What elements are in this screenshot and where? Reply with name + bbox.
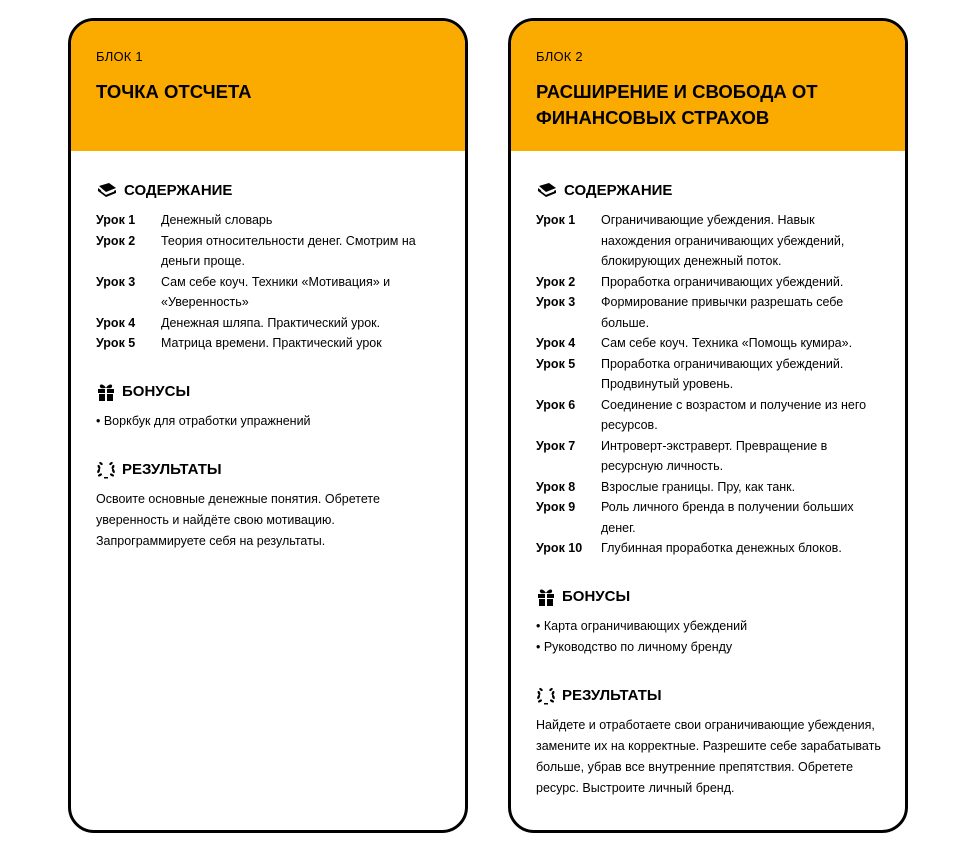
- lesson-title: Ограничивающие убеждения. Навык нахождения ограничивающих убеждений, блокирующих денежный поток.: [601, 213, 845, 268]
- lesson-item: [536, 497, 885, 538]
- lesson-item: [96, 333, 445, 354]
- bonus-section-heading: [96, 382, 445, 402]
- lesson-item: [536, 333, 885, 354]
- book-icon: [536, 182, 558, 200]
- lesson-number: Урок 2: [96, 233, 136, 248]
- gift-icon: [96, 382, 116, 402]
- bonus-section-heading: [536, 587, 885, 607]
- lesson-item: [536, 210, 885, 272]
- content-section-heading: [536, 181, 885, 201]
- bonus-item: • Карта ограничивающих убеждений: [536, 618, 748, 633]
- lesson-title: Матрица времени. Практический урок: [161, 336, 382, 350]
- lesson-title: Денежный словарь: [161, 213, 273, 227]
- bonus-heading-label: БОНУСЫ: [122, 382, 191, 400]
- lesson-number: Урок 3: [96, 274, 136, 289]
- lesson-list: [536, 210, 885, 559]
- book-icon: [96, 182, 118, 200]
- lesson-title: Взрослые границы. Пру, как танк.: [601, 479, 796, 494]
- lesson-item: [536, 538, 885, 559]
- lesson-item: [536, 436, 885, 477]
- lesson-title: Глубинная проработка денежных блоков.: [601, 541, 842, 555]
- block-title: РАСШИРЕНИЕ И СВОБОДА ОТ ФИНАНСОВЫХ СТРАХОВ: [536, 81, 818, 128]
- lesson-item: [96, 313, 445, 334]
- lesson-title: Формирование привычки разрешать себе больше.: [601, 295, 844, 330]
- block-label: БЛОК 2: [536, 49, 583, 64]
- results-section-heading: [96, 460, 445, 480]
- laurel-wreath-icon: [536, 686, 556, 706]
- bonus-list: [536, 616, 885, 658]
- lesson-title: Соединение с возрастом и получение из него ресурсов.: [601, 397, 867, 432]
- lesson-list: [96, 210, 445, 354]
- block-card-2: [508, 18, 908, 833]
- lesson-number: Урок 4: [536, 336, 576, 350]
- lesson-title: Теория относительности денег. Смотрим на деньги проще.: [161, 233, 416, 268]
- lesson-number: Урок 9: [536, 500, 576, 514]
- block-card-1: [68, 18, 468, 833]
- block-card-body: [511, 151, 905, 799]
- lesson-number: Урок 1: [536, 213, 576, 227]
- bonus-item: • Руководство по личному бренду: [536, 639, 733, 654]
- lesson-item: [536, 477, 885, 498]
- lesson-title: Сам себе коуч. Техника «Помощь кумира».: [601, 336, 853, 350]
- lesson-title: Денежная шляпа. Практический урок.: [161, 315, 381, 330]
- bonus-item: • Воркбук для отработки упражнений: [96, 413, 311, 428]
- lesson-number: Урок 2: [536, 274, 576, 289]
- block-card-header: [71, 21, 465, 151]
- lesson-item: [536, 272, 885, 293]
- lesson-number: Урок 1: [96, 213, 136, 227]
- lesson-number: Урок 10: [536, 541, 583, 555]
- lesson-title: Роль личного бренда в получении больших денег.: [601, 500, 854, 535]
- lesson-item: [536, 354, 885, 395]
- lesson-title: Проработка ограничивающих убеждений. Продвинутый уровень.: [601, 356, 844, 391]
- lesson-number: Урок 6: [536, 397, 576, 412]
- block-label: БЛОК 1: [96, 49, 143, 64]
- lesson-item: [96, 210, 445, 231]
- bonus-heading-label: БОНУСЫ: [562, 587, 631, 605]
- lesson-item: [96, 272, 445, 313]
- content-heading-label: СОДЕРЖАНИЕ: [124, 182, 233, 199]
- lesson-number: Урок 7: [536, 438, 576, 453]
- results-heading-label: РЕЗУЛЬТАТЫ: [562, 686, 662, 704]
- block-card-body: [71, 151, 465, 552]
- results-text: Освоите основные денежные понятия. Обретете уверенность и найдёте свою мотивацию. Запрограммируете себя на результаты.: [96, 491, 380, 548]
- block-card-header: [511, 21, 905, 151]
- lesson-number: Урок 5: [536, 356, 576, 371]
- laurel-wreath-icon: [96, 460, 116, 480]
- lesson-number: Урок 5: [96, 336, 136, 350]
- lesson-number: Урок 8: [536, 479, 576, 494]
- lesson-title: Сам себе коуч. Техники «Мотивация» и «Уверенность»: [161, 274, 391, 309]
- lesson-number: Урок 3: [536, 295, 576, 309]
- gift-icon: [536, 587, 556, 607]
- lesson-item: [536, 395, 885, 436]
- lesson-item: [536, 292, 885, 333]
- lesson-title: Проработка ограничивающих убеждений.: [601, 274, 844, 289]
- lesson-title: Интроверт-экстраверт. Превращение в ресурсную личность.: [601, 438, 828, 473]
- content-section-heading: [96, 181, 445, 201]
- results-heading-label: РЕЗУЛЬТАТЫ: [122, 460, 222, 478]
- content-heading-label: СОДЕРЖАНИЕ: [564, 182, 673, 199]
- block-title: ТОЧКА ОТСЧЕТА: [96, 81, 252, 102]
- results-text: Найдете и отработаете свои ограничивающие убеждения, замените их на корректные. Разрешите себе зарабатывать больше, убрав все внутренние препятствия. Обретете ресурс. Выстроите личный бренд.: [536, 717, 881, 795]
- results-section-heading: [536, 686, 885, 706]
- lesson-item: [96, 231, 445, 272]
- bonus-list: [96, 411, 445, 432]
- lesson-number: Урок 4: [96, 315, 136, 330]
